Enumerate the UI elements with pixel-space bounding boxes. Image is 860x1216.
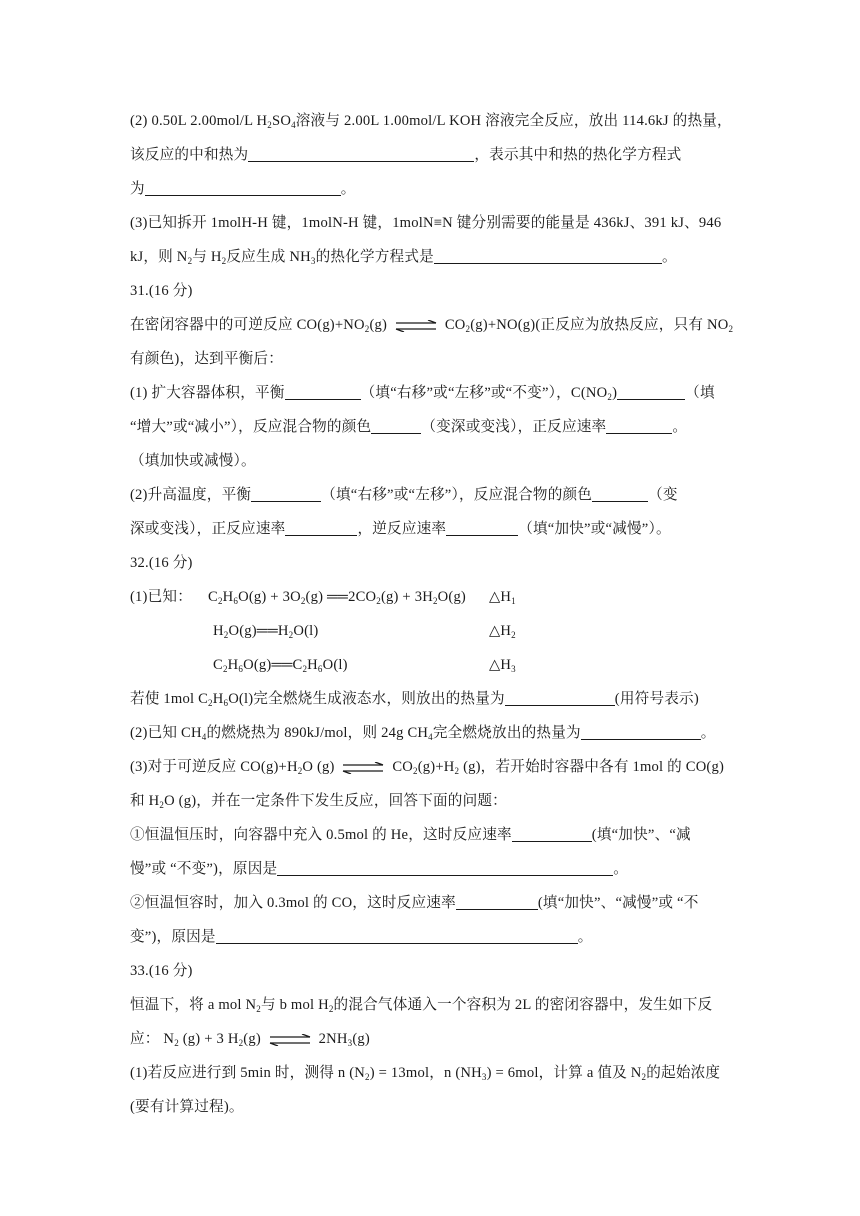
q32-heading: 32.(16 分) bbox=[130, 555, 193, 571]
q32-delta-h1: $\triangle H_1$ bbox=[489, 589, 516, 606]
q30-part2-line3: 为 。 bbox=[130, 181, 356, 197]
q32-delta-h3: $\triangle H_3$ bbox=[489, 657, 516, 674]
equilibrium-arrow-icon bbox=[341, 762, 385, 774]
q32-case2-line2: 变”)，原因是 。 bbox=[130, 929, 593, 945]
q31-part1-line2: “增大”或“减小”），反应混合物的颜色 （变深或变浅），正反应速率 。 bbox=[130, 419, 688, 435]
q32-delta-h2: $\triangle H_2$ bbox=[489, 623, 516, 640]
equilibrium-arrow-icon bbox=[394, 320, 438, 332]
answer-blank[interactable] bbox=[434, 248, 662, 264]
answer-blank[interactable] bbox=[285, 384, 361, 400]
answer-blank[interactable] bbox=[617, 384, 685, 400]
q30-part2-line2: 该反应的中和热为 ，表示其中和热的热化学方程式 bbox=[130, 147, 682, 163]
answer-blank[interactable] bbox=[581, 724, 701, 740]
answer-blank[interactable] bbox=[606, 418, 672, 434]
q30-part2-line1: (2) 0.50L 2.00mol/L $H_2SO_4$溶液与 2.00L 1.00mol/L KOH 溶液完全反应，放出 114.6kJ 的热量， bbox=[130, 113, 732, 130]
q32-part3-stem-line1: (3)对于可逆反应 $CO(g)+H_2O$ (g) $CO_2(g)+H_2$ (g)，若开始时容器中各有 1mol 的 CO(g) bbox=[130, 759, 725, 776]
q30-part3-line2: kJ，则 $N_2$与 $H_2$反应生成 $NH_3$的热化学方程式是 。 bbox=[130, 249, 677, 266]
q32-case1-line1: ①恒温恒压时，向容器中充入 0.5mol 的 He，这时反应速率 (填“加快”、“减 bbox=[130, 827, 691, 843]
answer-blank[interactable] bbox=[371, 418, 421, 434]
answer-blank[interactable] bbox=[251, 486, 321, 502]
q33-stem-line2: 应： $N_2$ (g) + 3 $H_2(g)$ $2NH_3(g)$ bbox=[130, 1031, 370, 1048]
q33-part1-line2: (要有计算过程)。 bbox=[130, 1099, 244, 1115]
answer-blank[interactable] bbox=[216, 928, 578, 944]
answer-blank[interactable] bbox=[512, 826, 592, 842]
answer-blank[interactable] bbox=[285, 520, 357, 536]
q33-part1-line1: (1)若反应进行到 5min 时，测得 n $(N_2) = 13mol$，n $(NH_3) = 6mol$，计算 a 值及 $N_2$的起始浓度 bbox=[130, 1065, 721, 1082]
equilibrium-arrow-icon bbox=[268, 1034, 312, 1046]
q31-stem-line2: 有颜色)，达到平衡后： bbox=[130, 351, 283, 367]
q32-part2-question: (2)已知 $CH_4$的燃烧热为 890kJ/mol，则 24g $CH_4$完全燃烧放出的热量为 。 bbox=[130, 725, 716, 742]
q31-stem-line1: 在密闭容器中的可逆反应 $CO(g)+NO_2(g)$ $CO_2(g)+NO(g)$(正反应为放热反应，只有 $NO_2$ bbox=[130, 317, 734, 334]
q30-part3-line1: (3)已知拆开 1molH-H 键，1molN-H 键，1molN≡N 键分别需要的能量是 436kJ、391 kJ、946 bbox=[130, 215, 722, 231]
answer-blank[interactable] bbox=[248, 146, 474, 162]
q31-part1-line3: （填加快或减慢）。 bbox=[130, 453, 256, 469]
q33-stem-line1: 恒温下，将 a mol $N_2$与 b mol $H_2$的混合气体通入一个容积为 2L 的密闭容器中，发生如下反 bbox=[130, 997, 713, 1014]
q32-equation-3: $C_2H_6O(g)══C_2H_6O(l)$ bbox=[213, 657, 348, 674]
answer-blank[interactable] bbox=[505, 690, 615, 706]
q31-part2-line2: 深或变浅），正反应速率 ，逆反应速率 （填“加快”或“减慢”）。 bbox=[130, 521, 671, 537]
q32-part1-question: 若使 1mol $C_2H_6O(l)$完全燃烧生成液态水，则放出的热量为 (用符号表示) bbox=[130, 691, 699, 708]
q31-part2-line1: (2)升高温度，平衡 （填“右移”或“左移”），反应混合物的颜色 （变 bbox=[130, 487, 678, 503]
q32-case2-line1: ②恒温恒容时，加入 0.3mol 的 CO，这时反应速率 (填“加快”、“减慢”或 “不 bbox=[130, 895, 699, 911]
q32-known-eq1: (1)已知： bbox=[130, 589, 192, 605]
answer-blank[interactable] bbox=[145, 180, 341, 196]
q32-equation-1: $C_2H_6O(g) + 3O_2(g)$ $══2CO_2(g) + 3H_2O(g)$ bbox=[208, 589, 466, 606]
q33-heading: 33.(16 分) bbox=[130, 963, 193, 979]
answer-blank[interactable] bbox=[446, 520, 518, 536]
q31-heading: 31.(16 分) bbox=[130, 283, 193, 299]
q31-part1-line1: (1) 扩大容器体积，平衡 （填“右移”或“左移”或“不变”），$C(NO_2)$ （填 bbox=[130, 385, 715, 402]
answer-blank[interactable] bbox=[277, 860, 613, 876]
q32-equation-2: $H_2O(g)══H_2O(l)$ bbox=[213, 623, 319, 640]
answer-blank[interactable] bbox=[456, 894, 538, 910]
q32-part3-stem-line2: 和 $H_2O$ (g)，并在一定条件下发生反应，回答下面的问题： bbox=[130, 793, 507, 810]
q32-case1-line2: 慢”或 “不变”)，原因是 。 bbox=[130, 861, 629, 877]
answer-blank[interactable] bbox=[592, 486, 648, 502]
